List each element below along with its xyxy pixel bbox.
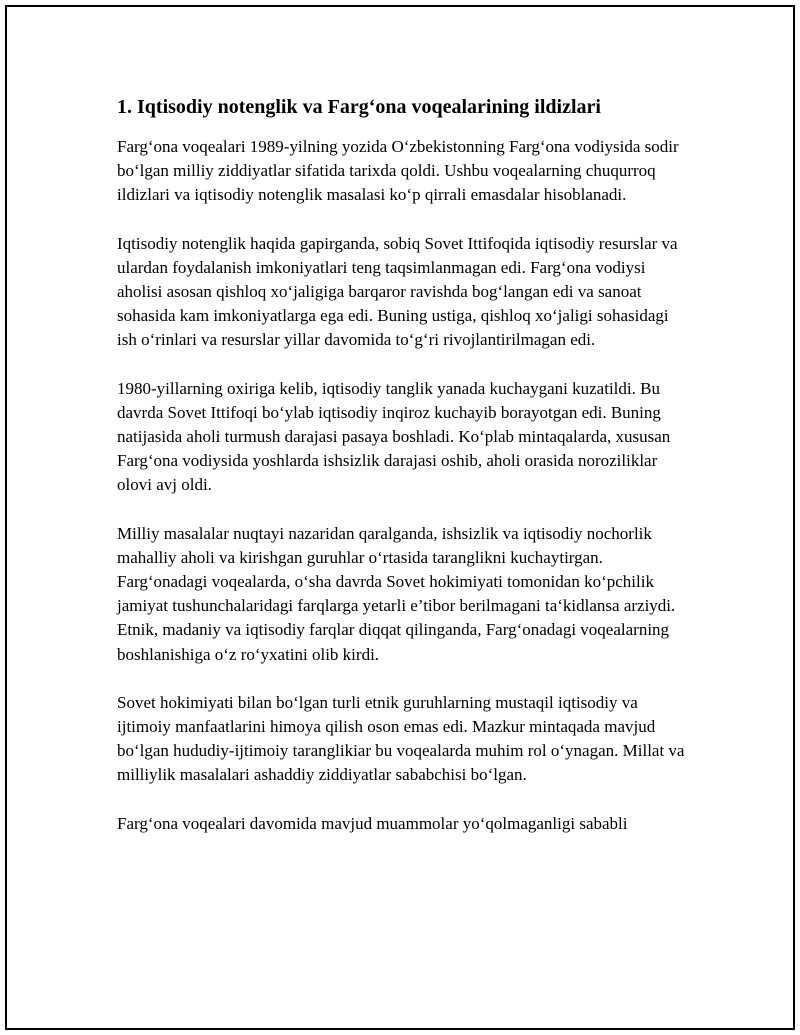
- section-heading: 1. Iqtisodiy notenglik va Farg‘ona voqealarining ildizlari: [117, 96, 601, 118]
- paragraph: Sovet hokimiyati bilan bo‘lgan turli etnik guruhlarning mustaqil iqtisodiy va ijtimoiy manfaatlarini himoya qilish oson emas edi. Mazkur mintaqada mavjud bo‘lgan hududiy-ijtimoiy taranglikiar bu voqealarda muhim rol o‘ynagan. Millat va milliylik masalalari ashaddiy ziddiyatlar sababchisi bo‘lgan.: [117, 692, 685, 785]
- paragraph: 1980-yillarning oxiriga kelib, iqtisodiy tanglik yanada kuchaygani kuzatildi. Bu davrda Sovet Ittifoqi bo‘ylab iqtisodiy inqiroz kuchayib borayotgan edi. Buning natijasida aholi turmush darajasi pasaya boshladi. Ko‘plab mintaqalarda, xususan Farg‘ona vodiysida yoshlarda ishsizlik darajasi oshib, aholi orasida noroziliklar olovi avj oldi.: [117, 378, 671, 495]
- document-body: [117, 93, 692, 860]
- paragraph: Milliy masalalar nuqtayi nazaridan qaralganda, ishsizlik va iqtisodiy nochorlik mahalliy aholi va kirishgan guruhlar o‘rtasida taranglikni kuchaytirgan. Farg‘onadagi voqealarda, o‘sha davrda Sovet hokimiyati tomonidan ko‘pchilik jamiyat tushunchalaridagi farqlarga yetarli e’tibor berilmagani ta‘kidlansa arziydi. Etnik, madaniy va iqtisodiy farqlar diqqat qilinganda, Farg‘onadagi voqealarning boshlanishiga o‘z ro‘yxatini olib kirdi.: [117, 523, 676, 664]
- paragraph: Farg‘ona voqealari davomida mavjud muammolar yo‘qolmaganligi sababli: [117, 813, 628, 833]
- paragraph: Iqtisodiy notenglik haqida gapirganda, sobiq Sovet Ittifoqida iqtisodiy resurslar va ulardan foydalanish imkoniyatlari teng taqsimlanmagan edi. Farg‘ona vodiysi aholisi asosan qishloq xo‘jaligiga barqaror ravishda bog‘langan edi va sanoat sohasida kam imkoniyatlarga ega edi. Buning ustiga, qishloq xo‘jaligi sohasidagi ish o‘rinlari va resurslar yillar davomida to‘g‘ri rivojlantirilmagan edi.: [117, 233, 678, 350]
- paragraph: Farg‘ona voqealari 1989-yilning yozida O‘zbekistonning Farg‘ona vodiysida sodir bo‘lgan milliy ziddiyatlar sifatida tarixda qoldi. Ushbu voqealarning chuqurroq ildizlari va iqtisodiy notenglik masalasi ko‘p qirrali emasdalar hisoblanadi.: [117, 137, 679, 205]
